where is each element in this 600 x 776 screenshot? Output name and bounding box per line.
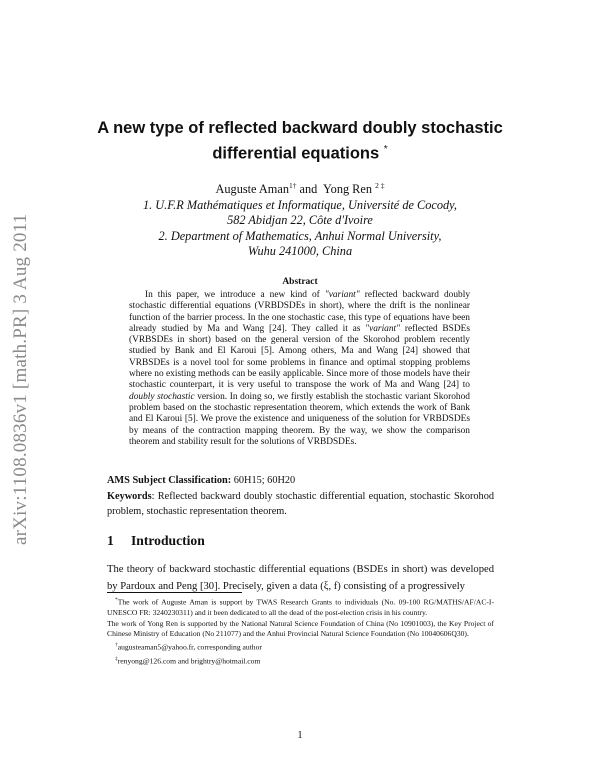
abstract-text-1: In this paper, we introduce a new kind of xyxy=(145,290,325,300)
footnote-4-text: renyong@126.com and brightry@hotmail.com xyxy=(117,656,261,666)
author-block xyxy=(100,178,500,260)
author-1: Auguste Aman xyxy=(215,182,289,197)
keywords-label: Keywords xyxy=(107,491,152,502)
footnote-4 xyxy=(107,654,494,667)
section-title: Introduction xyxy=(131,533,205,548)
ams-classification xyxy=(107,474,494,487)
footnote-1-mark: * xyxy=(115,597,118,603)
footnote-2: The work of Yong Ren is supported by the National Natural Science Foundation of China (No 10901003), the Key Project of Chinese Ministry of Education (No 211077) and the Anhui Provincial Natural Science Foundation (No 10040606Q30). xyxy=(107,618,494,639)
author-2: Yong Ren xyxy=(323,182,372,197)
title-line-2-text: differential equations xyxy=(212,144,380,163)
affiliation-1-line-1: 1. U.F.R Mathématiques et Informatique, Université de Cocody, xyxy=(143,197,457,212)
arxiv-stamp: arXiv:1108.0836v1 [math.PR] 3 Aug 2011 xyxy=(10,213,31,545)
footnote-4-mark: ‡ xyxy=(115,656,118,663)
abstract-text-4: version. In doing so, we firstly establish the stochastic variant Skorohod problem based on the stochastic representation theorem, which extends the work of Bank and El Karoui [5]. We prove the existence and uniqueness of the solution for VRBDSDEs by means of the contraction mapping theorem. By the way, we show the comparison theorem and stability result for the solutions of VRBDSDEs. xyxy=(129,391,470,447)
footnote-1 xyxy=(107,595,494,618)
abstract-variant-2: "variant" xyxy=(365,323,401,334)
abstract-doubly-stochastic: doubly stochastic xyxy=(129,391,195,402)
abstract-variant-1: "variant" xyxy=(324,290,360,300)
author-2-marks: 2 ‡ xyxy=(375,181,385,190)
affiliation-2-line-1: 2. Department of Mathematics, Anhui Normal University, xyxy=(158,228,442,243)
title-line-2 xyxy=(90,139,510,165)
affiliation-2-line-2: Wuhu 241000, China xyxy=(247,244,353,259)
footnote-3-mark: † xyxy=(115,642,118,649)
section-number: 1 xyxy=(107,533,114,548)
page-number: 1 xyxy=(297,730,303,741)
abstract-body xyxy=(129,290,470,448)
section-heading xyxy=(107,533,205,549)
title-footnote-mark: * xyxy=(383,144,388,155)
author-names xyxy=(100,178,500,198)
paper-title xyxy=(90,117,510,165)
author-1-marks: 1† xyxy=(288,181,297,190)
abstract-paragraph xyxy=(129,290,470,448)
footnote-3-text: augusteaman5@yahoo.fr, corresponding author xyxy=(117,642,262,652)
footnotes xyxy=(107,595,494,668)
abstract-heading: Abstract xyxy=(282,277,318,287)
author-conjunction: and xyxy=(299,182,318,197)
footnote-1-text: The work of Auguste Aman is support by TWAS Research Grants to individuals (No. 09-100 RG/MATHS/AF/AC-I- UNESCO FR: 3240230311) and it been dedicated to all the dead of the post-election crisis in his country. xyxy=(107,597,494,617)
affiliation-1-line-2: 582 Abidjan 22, Côte d'Ivoire xyxy=(227,213,373,228)
title-line-1: A new type of reflected backward doubly stochastic xyxy=(97,119,503,137)
keywords xyxy=(107,490,494,519)
footnote-3 xyxy=(107,640,494,653)
abstract-text-2: reflected backward doubly stochastic differential equations (VRBDSDEs in short), where the drift is the nonlinear function of the barrier process. In the one stochastic case, this type of equations have been already studied by Ma and Wang [24]. They called it as xyxy=(129,290,471,334)
intro-paragraph: The theory of backward stochastic differential equations (BSDEs in short) was developed by Pardoux and Peng [30]. Precisely, given a data (ξ, f) consisting of a progressively xyxy=(107,564,494,592)
ams-value: 60H15; 60H20 xyxy=(231,475,296,486)
footnote-rule xyxy=(107,592,242,593)
abstract-text-3: reflected BSDEs (VRBSDEs in short) based on the general version of the Skorohod problem recently studied by Bank and El Karoui [5]. Among others, Ma and Wang [24] showed that VRBSDEs is a novel tool for some problems in finance and optimal stopping problems where no existing methods can be easily applicable. Since more of those models have their stochastic counterpart, it is very useful to transpose the work of Ma and Wang [24] to xyxy=(129,323,470,391)
ams-label: AMS Subject Classification: xyxy=(107,475,232,486)
keywords-value: : Reflected backward doubly stochastic differential equation, stochastic Skorohod problem, stochastic representation theorem. xyxy=(107,491,494,517)
